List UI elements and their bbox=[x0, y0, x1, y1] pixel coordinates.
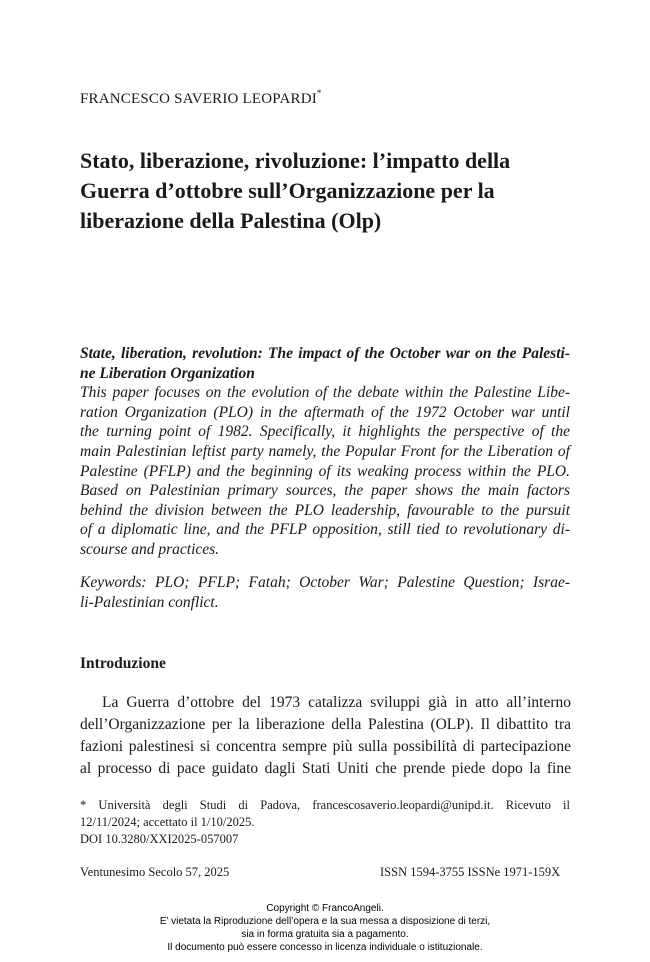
title-line: liberazione della Palestina (Olp) bbox=[80, 208, 382, 233]
abstract-line: Based on Palestinian primary sources, the paper shows the main factors bbox=[80, 482, 570, 500]
abstract-line: This paper focuses on the evolution of the debate within the Palestine Libe- bbox=[80, 384, 570, 402]
intro-line: fazioni palestinesi si concentra sempre più sulla possibilità di partecipazione bbox=[80, 738, 571, 755]
section-heading: Introduzione bbox=[80, 655, 166, 672]
footnote bbox=[80, 797, 570, 848]
abstract-line: scourse and practices. bbox=[80, 540, 220, 558]
title-line: Guerra d’ottobre sull’Organizzazione per la bbox=[80, 178, 495, 203]
keywords-line: li-Palestinian conflict. bbox=[80, 593, 219, 611]
abstract-line: behind the division between the PLO leadership, favourable to the pursuit bbox=[80, 501, 570, 519]
intro-paragraph bbox=[80, 692, 571, 780]
keywords-line: Keywords: PLO; PFLP; Fatah; October War; Palestine Question; Israe- bbox=[80, 574, 570, 591]
copyright-line: sia in forma gratuita sia a pagamento. bbox=[241, 929, 409, 940]
footnote-line: * Università degli Studi di Padova, francescosaverio.leopardi@unipd.it. Ricevuto il bbox=[80, 798, 570, 812]
author-name bbox=[80, 88, 322, 108]
footnote-doi: DOI 10.3280/XXI2025-057007 bbox=[80, 832, 239, 846]
footnote-mark: * bbox=[316, 88, 322, 98]
abstract-line: of a diplomatic line, and the PFLP opposition, still tied to revolutionary di- bbox=[80, 521, 570, 539]
journal-issue: Ventunesimo Secolo 57, 2025 bbox=[80, 865, 230, 879]
abstract-line: the turning point of 1982. Specifically, it highlights the perspective of the bbox=[80, 423, 570, 441]
copyright-line: E’ vietata la Riproduzione dell’opera e la sua messa a disposizione di terzi, bbox=[159, 916, 491, 927]
abstract-title-line: State, liberation, revolution: The impact of the October war on the Palesti- bbox=[80, 345, 570, 362]
title-line: Stato, liberazione, rivoluzione: l’impatto della bbox=[80, 148, 511, 173]
abstract-line: ration Organization (PLO) in the aftermath of the 1972 October war until bbox=[80, 403, 570, 421]
author-name-text: FRANCESCO SAVERIO LEOPARDI bbox=[80, 91, 317, 107]
intro-line: La Guerra d’ottobre del 1973 catalizza sviluppi già in atto all’interno bbox=[102, 694, 571, 711]
issn: ISSN 1594-3755 ISSNe 1971-159X bbox=[380, 865, 561, 879]
abstract bbox=[80, 344, 570, 560]
copyright-notice bbox=[0, 902, 650, 954]
abstract-title bbox=[80, 344, 570, 383]
intro-line: al processo di pace guidato dagli Stati Uniti che prende piede dopo la fine bbox=[80, 760, 571, 777]
keywords bbox=[80, 573, 570, 612]
footnote-line: 12/11/2024; accettato il 1/10/2025. bbox=[80, 815, 255, 829]
abstract-title-line: ne Liberation Organization bbox=[80, 364, 255, 382]
abstract-line: main Palestinian leftist party namely, the Popular Front for the Liberation of bbox=[80, 442, 570, 460]
copyright-line: Il documento può essere concesso in licenza individuale o istituzionale. bbox=[167, 942, 483, 953]
intro-line: dell’Organizzazione per la liberazione della Palestina (OLP). Il dibattito tra bbox=[80, 716, 571, 733]
abstract-body bbox=[80, 383, 570, 559]
abstract-line: Palestine (PFLP) and the beginning of its weaking process within the PLO. bbox=[80, 462, 570, 480]
article-title bbox=[80, 146, 580, 236]
copyright-line: Copyright © FrancoAngeli. bbox=[266, 903, 384, 914]
